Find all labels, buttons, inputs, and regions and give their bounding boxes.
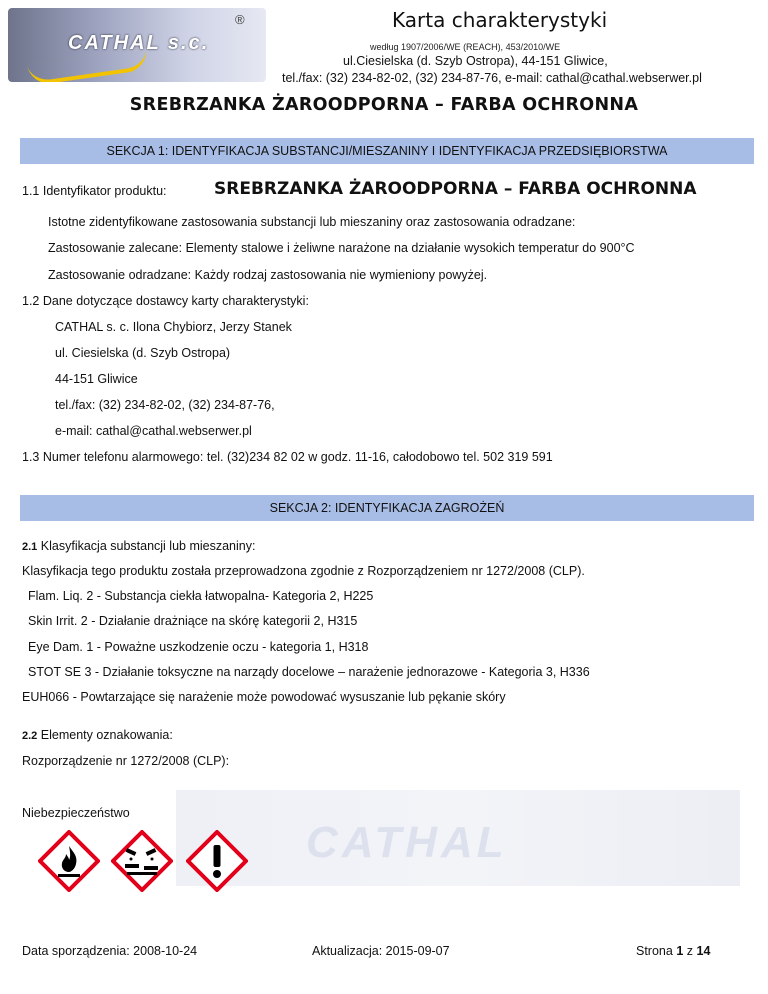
- flame-icon: [38, 830, 100, 892]
- label-elements-label: Elementy oznakowania:: [40, 728, 173, 742]
- classification-label: Klasyfikacja substancji lub mieszaniny:: [40, 539, 256, 553]
- classification-number: 2.1: [22, 541, 38, 553]
- use-recommended: Zastosowanie zalecane: Elementy stalowe i żeliwne narażone na działanie wysokich temperatur do 900°C: [48, 241, 635, 255]
- company-logo: [8, 8, 266, 82]
- page-indicator: [636, 944, 710, 958]
- company-contact: tel./fax: (32) 234-82-02, (32) 234-87-76, e-mail: cathal@cathal.webserwer.pl: [282, 71, 702, 85]
- product-identifier-value: SREBRZANKA ŻAROODPORNA – FARBA OCHRONNA: [214, 179, 697, 199]
- signal-word: Niebezpieczeństwo: [22, 806, 130, 820]
- emergency-phone-value: tel. (32)234 82 02 w godz. 11-16, całodobowo tel. 502 319 591: [206, 450, 553, 464]
- section-2-title: SEKCJA 2: IDENTYFIKACJA ZAGROŻEŃ: [269, 501, 505, 515]
- corrosion-icon: [111, 830, 173, 892]
- update-date: Aktualizacja: 2015-09-07: [312, 944, 450, 958]
- product-identifier-label: 1.1 Identyfikator produktu:: [22, 184, 167, 198]
- label-elements-number: 2.2: [22, 730, 38, 742]
- classification-intro: Klasyfikacja tego produktu została przeprowadzona zgodnie z Rozporządzeniem nr 1272/2008 (CLP).: [22, 564, 585, 578]
- section-2-header: [20, 495, 754, 521]
- supplier-heading: 1.2 Dane dotyczące dostawcy karty charakterystyki:: [22, 294, 309, 308]
- supplier-email[interactable]: e-mail: cathal@cathal.webserwer.pl: [55, 424, 252, 438]
- page-total: 14: [696, 944, 711, 958]
- hazard-statement: Skin Irrit. 2 - Działanie drażniące na skórę kategorii 2, H315: [28, 614, 358, 628]
- date-created: Data sporządzenia: 2008-10-24: [22, 944, 198, 958]
- page-current: 1: [676, 944, 684, 958]
- clp-regulation-label: Rozporządzenie nr 1272/2008 (CLP):: [22, 754, 230, 768]
- section-1-title: SEKCJA 1: IDENTYFIKACJA SUBSTANCJI/MIESZANINY I IDENTYFIKACJA PRZEDSIĘBIORSTWA: [106, 144, 668, 158]
- exclamation-mark-icon: [186, 830, 248, 892]
- supplier-line: ul. Ciesielska (d. Szyb Ostropa): [55, 346, 231, 360]
- hazard-statement: Eye Dam. 1 - Poważne uszkodzenie oczu - kategoria 1, H318: [28, 640, 369, 654]
- document-title: Karta charakterystyki: [392, 8, 608, 32]
- logo-watermark: CATHAL: [306, 818, 508, 867]
- regulation-note: według 1907/2006/WE (REACH), 453/2010/WE: [370, 42, 561, 52]
- page-prefix: Strona: [636, 944, 673, 958]
- uses-heading: Istotne zidentyfikowane zastosowania substancji lub mieszaniny oraz zastosowania odradzane:: [48, 215, 576, 229]
- hazard-statement: STOT SE 3 - Działanie toksyczne na narządy docelowe – narażenie jednorazowe - Kategoria 3, H336: [28, 665, 590, 679]
- hazard-statement: Flam. Liq. 2 - Substancja ciekła łatwopalna- Kategoria 2, H225: [28, 589, 374, 603]
- product-title: SREBRZANKA ŻAROODPORNA – FARBA OCHRONNA: [129, 95, 639, 115]
- supplier-line: tel./fax: (32) 234-82-02, (32) 234-87-76,: [55, 398, 275, 412]
- section-1-header: [20, 138, 754, 164]
- hazard-statement: EUH066 - Powtarzające się narażenie może powodować wysuszanie lub pękanie skóry: [22, 690, 506, 704]
- company-address: ul.Ciesielska (d. Szyb Ostropa), 44-151 Gliwice,: [343, 54, 608, 68]
- label-elements-heading: [22, 728, 173, 742]
- pictogram-area: [176, 790, 740, 886]
- logo-text: CATHAL s.c.: [68, 32, 210, 54]
- registered-mark: ®: [235, 12, 245, 27]
- supplier-line: 44-151 Gliwice: [55, 372, 138, 386]
- supplier-line: CATHAL s. c. Ilona Chybiorz, Jerzy Stanek: [55, 320, 292, 334]
- emergency-phone-label: 1.3 Numer telefonu alarmowego:: [22, 450, 204, 464]
- use-discouraged: Zastosowanie odradzane: Każdy rodzaj zastosowania nie wymieniony powyżej.: [48, 268, 488, 282]
- classification-heading: [22, 539, 255, 553]
- emergency-phone: [22, 450, 553, 464]
- page-separator: z: [686, 944, 694, 958]
